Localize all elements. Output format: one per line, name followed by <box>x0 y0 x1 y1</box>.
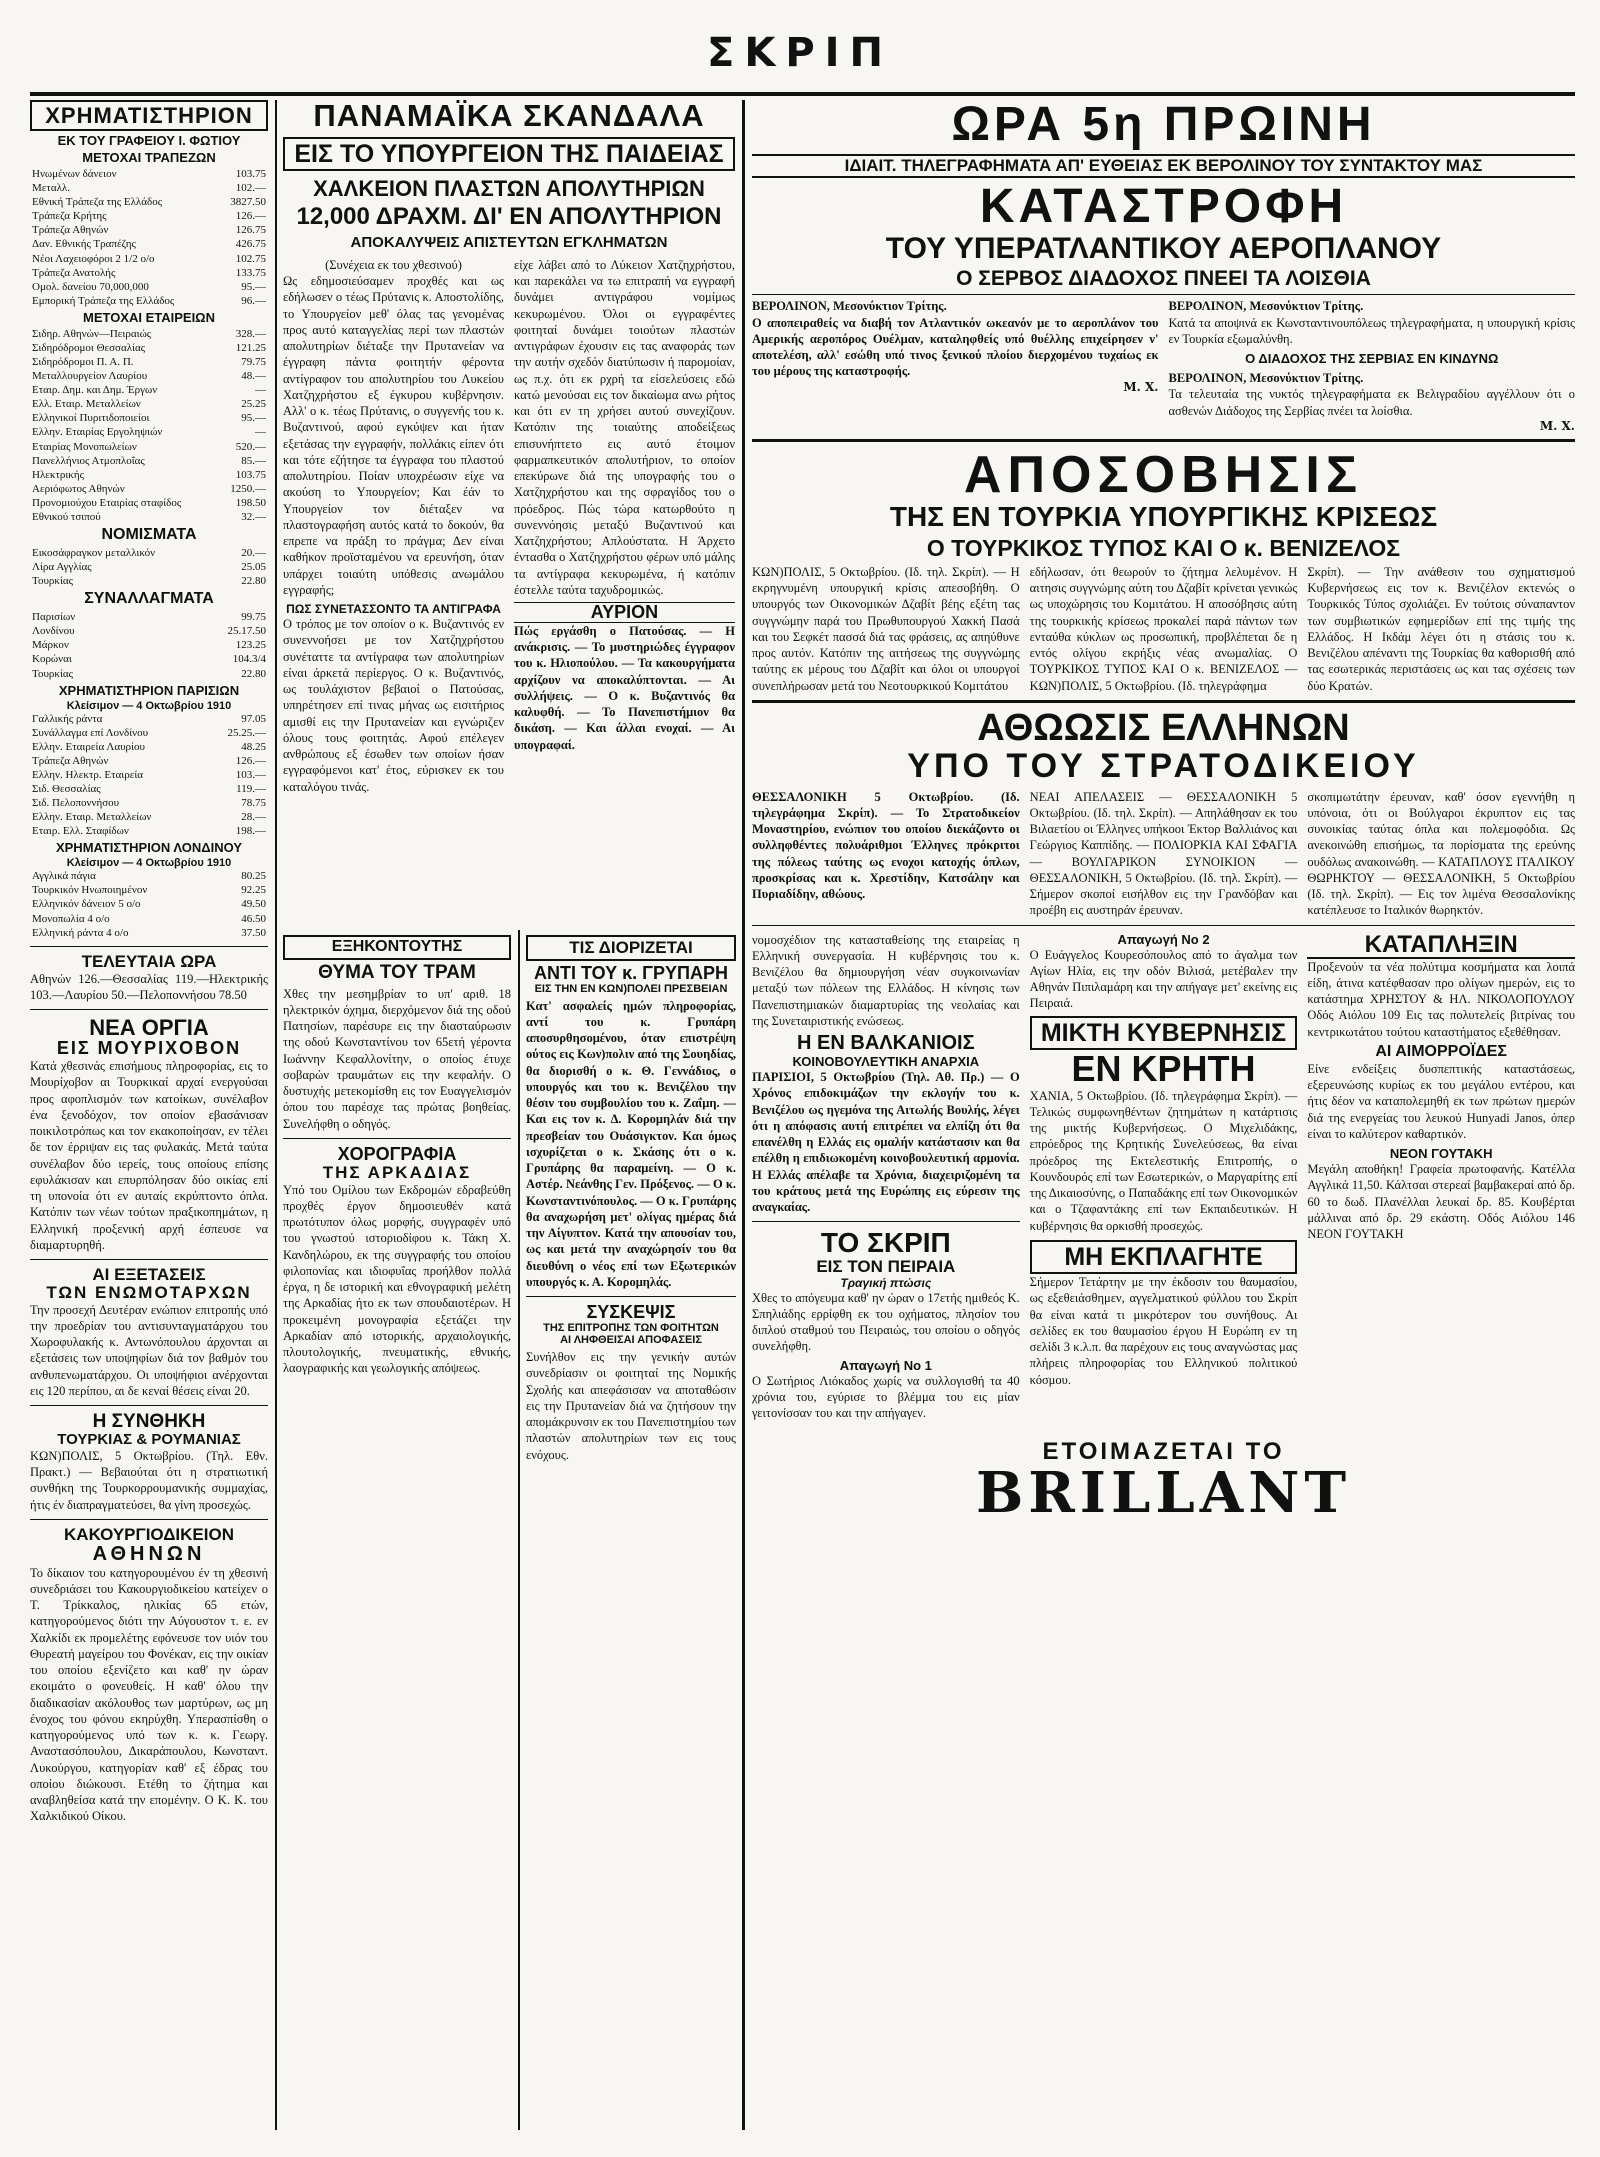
hour-heading: ΩΡΑ 5η ΠΡΩΙΝΗ <box>951 100 1376 151</box>
row-value: 104.3/4 <box>232 653 266 666</box>
row-name: Σιδηρ. Αθηνών—Πειραιώς <box>32 327 152 340</box>
row-name: Σιδηρόδρομοι Π. Α. Π. <box>32 356 134 369</box>
row-value: 3827.50 <box>230 196 266 209</box>
table-row <box>30 252 268 266</box>
table-row <box>30 425 268 439</box>
row-name: Εταιρ. Δημ. και Δημ. Έργων <box>32 384 158 397</box>
table-row <box>30 369 268 383</box>
column-scandal <box>283 100 735 930</box>
crete-subheading: ΕΝ ΚΡΗΤΗ <box>1071 1047 1256 1089</box>
row-name: Παρισίων <box>32 611 76 624</box>
scandal-text-right: είχε λάβει από το Λύκειον Χατζηχρήστου, και παρεκάλει να τω επιτραπή να εγγραφή δυνάμει αντιγράφου νομίμως κεκυρωμένου. Όλοι οι εγγραφέντες φοιτηταί δυνάμει τοιούτων πλαστών αντιγράφων έχουσιν εις τας αναφοράς των την αυτήν σχεδόν διατύπωσιν ή παρομοίαν, ως π.χ. ότι εκ ρχρή τα είσελεύσεις εδώ κατώ μενούσαι εις τον δικαίωμα ανω ρήτος και ότι εν τη χρήσει αυτού συνεχίζουν. Κατόπιν της τοιαύτης αποδείξεως επισυνήπτετο εις αυτό έτοιμον φαρμαπκευτικόν απολυτήριον, το οποίον επεκύρωνε διά της υπογραφής του ο Χατζηχρήστου και της σφραγίδος του ο πρόεδρος. Πώς τώρα κατωρθούτο η συνεννόησις μεταξύ Βυζαντινού και Χατζηχρήστου; Απλούστατα. Η Άρχετο έντασθα ο Χατζηχρήστου φέρων υπό μάλης τα αντίγραφα κεκυρωμένα, ή κατόπιν έστελλε ταύτα ταχυδρομικώς. <box>514 257 735 597</box>
amaze-text: Προξενούν τα νέα πολύτιμα κοσμήματα και λοιπά είδη, άτινα κατέφθασαν προ ολίγων ημερών, εις το κατάστημα ΧΡΗΣΤΟΥ & ΗΛ. ΝΙΚΟΛΟΠΟΥΛΟΥ Οδός Αιόλου 109 Εις τας πολυτελείς βιτρίνας του κεντρικωτάτου τούτου καταστήματος εξεθέθησαν. <box>1307 959 1575 1039</box>
meeting-heading: ΣΥΣΚΕΨΙΣ <box>586 1302 676 1323</box>
masthead: ΣΚΡΙΠ <box>707 30 893 76</box>
table-row <box>30 195 268 209</box>
court-text: Το δίκαιον του κατηγορουμένου έν τη χθεσινή συνεδριάσει του Κακουργιοδικείου κατείχεν ο Τ. Τρίκκαλος, ηλικίας 65 ετών, κατηγορούμενος διότι την Αύγουστον τ. ε. εν Χαλκίδι εκ προμελέτης εφόνευσε τον υιόν του Θυρεατή μαγείρου του Φονέκαν, εις την οικίαν του οποίου εξενίζετο και καθ' ην ώραν εκοιμάτο ο φονευθείς. Η καθ' όλου την διαδικασίαν ακόλουθος των μαρτύρων, ως μη ένοχος του φόνου εκηρύχθη. Υπερασπίσθη ο κατηγορούμενος υπό των κ. κ. Γεωργ. Αναστασόπουλου, Δικαράπουλου, Κωνσταντ. Λυκούργου, κατηγορίαν καθ' εξ έδρας του οποίου διώκουσι. Ετέθη το ζήτημα και αναβληθείσα κατά την επομένην. Ο Κ. Κ. του Χαλκιδικού Οίκου. <box>30 1565 268 1824</box>
catastrophe-subheading: ΤΟΥ ΥΠΕΡΑΤΛΑΝΤΙΚΟΥ ΑΕΡΟΠΛΑΝΟΥ <box>885 231 1442 265</box>
embassy-text: Κατ' ασφαλείς ημών πληροφορίας, αντί του κ. Γρυπάρη αποσυρθησομένου, όταν επιστρέψη ούτος εις Κων)πολιν από της Σουηδίας, θα διορισθή ο κ. Θ. Γεννάδιος, ο υπουργός και του κ. Βενιζέλου την θέσιν του συμβουλίου του κ. Ζαΐμη. — Και εις τον κ. Δ. Κορομηλάν διά την πρεσβείαν του Ουάσιγκτον. Και όμως ισχυρίζεται ο κ. Σκάσης ότι ο κ. Γρυπάρης θα παραμείνη. — Ο κ. Αστέρ. Νεάνθης Γεν. Πρόξενος. — Ο κ. Κωνσταντινόπουλος. — Ο κ. Γρυπάρης θα αναχωρήση μετ' ολίγας ημέρας διά την Αίγυπτον. Κατά την απουσίαν του, ως και μετά την αναχώρησίν του θα διευθύνη ο νέος επί των Εξωτερικών υπουργός κ. Α. Κορομηλάς. <box>526 998 736 1289</box>
table-row <box>30 546 268 560</box>
row-name: Λονδίνου <box>32 625 75 638</box>
continued-note: (Συνέχεια εκ του χθεσινού) <box>325 257 462 272</box>
london-table <box>30 869 268 939</box>
row-value: 121.25 <box>235 341 266 354</box>
row-value: 426.75 <box>235 238 266 251</box>
coins-table <box>30 546 268 588</box>
row-name: Ελληνική ράντα 4 ο/ο <box>32 926 129 939</box>
scandal-text-left: Ως εδημοσιεύσαμεν προχθές και ως εδήλωσεν ο τέως Πρύτανις κ. Αποστολίδης, το Υπουργείον μεθ' όλας τας γενομένας προς αυτό καταγγελίας περί των πλαστών απολυτηρίων διέταξε την Πρυτανείαν να έγγραφη πάντα φοιτητήν φέροντα αντίγραφον του απολυτηρίου του Λυκείου Χατζηχρήστου εξ έγκυρου κυβέρνησιν. Αλλ' ο κ. τέως Πρύτανις, ο συγγενής του κ. Βυζαντινού, αφού εγκύψεν και ήταν εξετάσας την εγγραφήν, πολλάκις είπεν ότι και τότε εζήτησε τα έγγραφα του πλαστού απολυτηρίου. Ποίαν υποχρέωσιν είχε να ακούση το Υπουργείον; Και έάν το Υπουργείον τον διέταξεν να πλαστογραφήση αυτός κατά το δοκούν, θα επρεπε να πράξη το πράγμα; Δεν είναι καθήκον προϊσταμένου να ερευνήση, όταν υπάρχει τοιαύτη υπόθεσις ανωμάλου εγγραφής; <box>283 274 504 597</box>
row-value: 520.— <box>235 440 266 453</box>
shop-text: Μεγάλη αποθήκη! Γραφεία πρωτοφανής. Κατέλλα Αγγλικά 11,50. Κάλτσαι στερεαί βαμβακεραί από δρ. 60 το δωδ. Πλανέλλαι λευκαί δρ. 85. Κουβέρται μάλλιναι από δρ. 29 εκάστη. Οδός Αιόλου 146 ΝΕΟΝ ΓΟΥΤΑΚΗ <box>1307 1162 1575 1242</box>
row-name: Τουρκικόν Ηνωποιημένον <box>32 884 148 897</box>
serbia-heading: Ο ΔΙΑΔΟΧΟΣ ΤΗΣ ΣΕΡΒΙΑΣ ΕΝ ΚΙΝΔΥΝΩ <box>1245 351 1499 367</box>
haemo-text: Είνε ενδείξεις δυσπεπτικής καταστάσεως, εξερευνώσης κυρίως εκ του μεγάλου εντέρου, και ήτις δέον να καταπολεμηθή εκ των πρώτων ημερών διά της ενεργείας του λευκού Hunyadi Janos, όπερ είναι το καλύτερον καθαρτικόν. <box>1307 1061 1575 1141</box>
treaty-text: ΚΩΝ)ΠΟΛΙΣ, 5 Οκτωβρίου. (Τηλ. Εθν. Πρακτ.) — Βεβαιούται ότι η στρατιωτική συνθήκη της Τουρκορρουμανικής συμμαχίας, ήτις έν διαπραγματεύσει, θα γίνη προσεχώς. <box>30 1448 268 1512</box>
paris-table <box>30 712 268 839</box>
telegram-line: ΙΔΙΑΙΤ. ΤΗΛΕΓΡΑΦΗΜΑΤΑ ΑΠ' ΕΥΘΕΙΑΣ ΕΚ ΒΕΡΟΛΙΝΟΥ ΤΟΥ ΣΥΝΤΑΚΤΟΥ ΜΑΣ <box>752 154 1575 178</box>
row-name: Τράπεζα Ανατολής <box>32 266 116 279</box>
crete-text: ΧΑΝΙΑ, 5 Οκτωβρίου. (Ιδ. τηλεγράφημα Σκρίπ). — Τελικώς συμφωνηθέντων ζητημάτων η κατάρτισις της μικτής Κυβερνήσεως. Ο Μιχελιδάκης, επρόεδρος της Κρητικής Συνελεύσεως, θα είναι πρόεδρος της Εκτελεστικής Επιτροπής, ο Κουνδουρός επί των Εσωτερικών, ο Μαργαρίτης επί της Δικαιοσύνης, ο Παπαδάκης επί των Οικονομικών και ο Τζαφαντάκης επί των Εκπαιδευτικών. Η κυβέρνησις θα ορκισθή προσεχώς. <box>1029 1088 1298 1233</box>
court-heading: ΚΑΚΟΥΡΓΙΟΔΙΚΕΙΟΝ <box>64 1524 234 1544</box>
table-row <box>30 768 268 782</box>
dance-heading: ΧΟΡΟΓΡΑΦΙΑ <box>337 1143 457 1164</box>
acquittal-text-2: ΝΕΑΙ ΑΠΕΛΑΣΕΙΣ — ΘΕΣΣΑΛΟΝΙΚΗ 5 Οκτωβρίου. (Ιδ. τηλ. Σκρίπ). — Απηλάθησαν εκ του Βιλαετίου οι Έλληνες υπήκοοι Έκτορ Βαλλιάνος και Γεώργιος Καππίδης. — ΠΟΛΙΟΡΚΙΑ ΚΑΙ ΣΦΑΓΙΑ — ΒΟΥΛΓΑΡΙΚΟΝ ΣΥΝΟΙΚΙΟΝ — ΘΕΣΣΑΛΟΝΙΚΗ, 5 Οκτωβρίου. (Ιδ. τηλ. Σκρίπ). — Σήμερον σκοποί εισήλθον εις την Γρανδόβαν και προέβη εις αυστηράν έρευναν. <box>1029 789 1298 918</box>
row-value: 48.25 <box>241 740 266 753</box>
catastrophe-heading: ΚΑΤΑΣΤΡΟΦΗ <box>979 180 1348 234</box>
balkan-text: ΠΑΡΙΣΙΟΙ, 5 Οκτωβρίου (Τηλ. Αθ. Πρ.) — Ο Χρόνος επιδοκιμάζων την εκλογήν του κ. Βενιζέλου ως ηγεμόνα της Αιτωλής Βουλής, λέγει ότι η απόφασις αυτή επιτρέπει να ελπίζη ότι θα επανέλθη η Ελλάς εις ομαλήν κατάστασιν και θα επέλθη η επιδιωκομένη κοινοβουλευτική αρμονία. Η Ελλάς απέλαβε τα Χρόνια, διαχειριζομένη τα του κράτους μετά της Ευρώπης εις εύρεσιν της αναγκαίας. <box>752 1070 1020 1215</box>
abduction-1-text: Ο Σωτήριος Λιόκαδος χωρίς να συλλογισθή τα 40 χρόνια του, εγύρισε το βλέμμα του εις μίαν γειτονίσσαν του και την απήγαγεν. <box>752 1373 1020 1421</box>
scandal-title-5: ΑΠΟΚΑΛΥΨΕΙΣ ΑΠΙΣΤΕΥΤΩΝ ΕΓΚΛΗΜΑΤΩΝ <box>350 234 668 252</box>
court-subheading: ΑΘΗΝΩΝ <box>92 1542 206 1565</box>
dance-subheading: ΤΗΣ ΑΡΚΑΔΙΑΣ <box>322 1162 472 1182</box>
table-row <box>30 454 268 468</box>
table-row <box>30 796 268 810</box>
table-row <box>30 341 268 355</box>
column-tram <box>283 935 511 2130</box>
acquittal-text-1: ΘΕΣΣΑΛΟΝΙΚΗ 5 Οκτωβρίου. (Ιδ. τηλεγράφημα Σκρίπ). — Το Στρατοδικείον Μοναστηρίου, ενώπιον του οποίου διεκάζοντο οι συλληφθέντες πολυάριθμοι Έλληνες πρόκριτοι της πόλεως ταύτης ως ενοχοι κατοχής όπλων, προσκρίσας και κ. Χρεστίδην, Κατσάλην και Πυριαδίδην, αθώους. <box>752 789 1020 902</box>
paris-heading: ΧΡΗΜΑΤΙΣΤΗΡΙΟΝ ΠΑΡΙΣΙΩΝ <box>58 682 240 698</box>
orgy-heading: ΝΕΑ ΟΡΓΙΑ <box>89 1015 209 1041</box>
market-subtitle: ΕΚ ΤΟΥ ΓΡΑΦΕΙΟΥ Ι. ΦΩΤΙΟΥ <box>57 133 241 149</box>
row-value: 1250.— <box>230 482 266 495</box>
row-value: 198.— <box>235 825 266 838</box>
row-name: Ηλεκτρικής <box>32 468 84 481</box>
brillant-pre: ΕΤΟΙΜΑΖΕΤΑΙ ΤΟ <box>1042 1438 1285 1466</box>
piraeus-subheading: ΕΙΣ ΤΟΝ ΠΕΙΡΑΙΑ <box>816 1256 956 1276</box>
orgy-text: Κατά χθεσινάς επισήμους πληροφορίας, εις το Μουρίχοβον αι Τουρκικαί αρχαί ενεργούσαι προς αφοπλισμόν των κατοίκων, συνέλαβον ένα ξενοδόχον, τον οποίον εβασάνισαν ποικιλοτρόπως και τον εκακοποίησαν, εν τέλει δε τον έρριψαν εις τας φυλακάς. Μετά ταύτα συνέλαβον δύο ιερείς, τους οποίους επίσης εφυλάκισαν και επυρπόλησαν δύο οικίας επί τη υπονοία ότι εν αυταίς εκρύπτοντο όπλα. Κατόπιν των νέων τούτων πραξικοπημάτων, η Ελληνική προξενική αρχή έσπευσε να διαμαρτυρηθή. <box>30 1059 268 1252</box>
column-rule <box>742 100 745 2130</box>
row-value: 22.80 <box>241 667 266 680</box>
row-value: 123.25 <box>235 639 266 652</box>
embassy-subheading-2: ΕΙΣ ΤΗΝ ΕΝ ΚΩΝ)ΠΟΛΕΙ ΠΡΕΣΒΕΙΑΝ <box>534 982 728 995</box>
row-name: Σιδ. Πελοποννήσου <box>32 797 120 810</box>
row-value: 103.75 <box>235 168 266 181</box>
acquittal-subheading: ΥΠΟ ΤΟΥ ΣΤΡΑΤΟΔΙΚΕΙΟΥ <box>907 746 1420 785</box>
masthead-rule <box>30 92 1575 96</box>
berlin-dateline-3: ΒΕΡΟΛΙΝΟΝ, Μεσονύκτιον Τρίτης. <box>1168 371 1364 386</box>
column-markets <box>30 100 268 2130</box>
row-value: 99.75 <box>241 611 266 624</box>
piraeus-subheading-2: Τραγική πτώσις <box>840 1275 932 1290</box>
row-name: Ελλην. Εταιρίας Εργοληψιών <box>32 426 163 439</box>
fx-heading: ΣΥΝΑΛΛΑΓΜΑΤΑ <box>84 590 214 608</box>
row-value: 103.— <box>235 768 266 781</box>
abduction-1-heading: Απαγωγή Νο 1 <box>839 1357 932 1373</box>
table-row <box>30 926 268 940</box>
shop-heading: ΝΕΟΝ ΓΟΥΤΑΚΗ <box>1389 1146 1493 1162</box>
table-row <box>30 912 268 926</box>
row-value: 328.— <box>235 327 266 340</box>
row-name: Εταιρ. Ελλ. Σταφίδων <box>32 825 129 838</box>
london-heading: ΧΡΗΜΑΤΙΣΤΗΡΙΟΝ ΛΟΝΔΙΝΟΥ <box>55 840 243 856</box>
row-name: Εταιρίας Μονοπωλείων <box>32 440 137 453</box>
last-hour-heading: ΤΕΛΕΥΤΑΙΑ ΩΡΑ <box>81 951 217 971</box>
berlin-text-1: Ο αποπειραθείς να διαβή τον Ατλαντικόν ωκεανόν με το αεροπλάνον του Αμερικής αεροπόρος Ουέλμαν, καταληφθείς υπό θυέλλης επιχείρησεν ν' αποτελέση, αλλ' εσώθη υπό τινος ξενικού πλοίου διερχομένου τυχαίως εκ του μέρους της καταστροφής. <box>752 315 1159 379</box>
table-row <box>30 266 268 280</box>
row-name: Προνομιούχου Εταιρίας σταφίδος <box>32 496 182 509</box>
row-value: 25.25.— <box>227 726 266 739</box>
meeting-text: Συνήλθον εις την γενικήν αυτών συνεδρίασιν οι φοιτηταί της Νομικής Σχολής και απεφάσισαν να αποταθώσιν εις την Πρυτανείαν διά να ζητήσουν την απομάκρυνσιν εκ του Πανεπιστημίου των πλαστών απολυτηρίων των εις τους ενόχους. <box>526 1350 736 1462</box>
row-value: 25.25 <box>241 398 266 411</box>
row-value: 32.— <box>241 510 266 523</box>
row-value: 25.17.50 <box>227 625 266 638</box>
copies-text: Ο τρόπος με τον οποίον ο κ. Βυζαντινός εν συνεννοήσει με τον Χατζηχρήστου συνέταττε τα αντίγραφα των απολυτηρίων είναι άρκετά περίεργος. Ο κ. Βυζαντινός, ως τουλάχιστον βεβαιοί ο Πατούσας, υπηρέτησεν επί τινας μήνας ως εισιτήριος αμισθί εις την Πρυτανείαν και εγνώριζεν όλους τους φοιτητάς. Αφού επέλεγεν ανθρώπους εξ έσωθεν των οποίων ήσαν εγγραφόμενοι κατ' έτος, εύρισκεν εκ του καταλόγου τινάς. <box>283 617 504 794</box>
balkan-subheading: ΚΟΙΝΟΒΟΥΛΕΥΤΙΚΗ ΑΝΑΡΧΙΑ <box>792 1054 980 1070</box>
averted-text-3: Σκρίπ). — Την ανάθεσιν του σχηματισμού Κυβερνήσεως εις τον κ. Βενιζέλον εκτενώς ο Τουρκικός Τύπος σχολιάζει. Εν τούτοις σύναπαντον των συμβιωτικών εφημερίδων επί της τιμής της Ελλάδος. Η Ικδάμ λέγει ότι η στάσις του κ. Βενιζέλου απέναντι της Τουρκίας θα καθορισθή από τας εσωτερικάς περιστάσεις ως και τας σχέσεις των δύο Κρατών. <box>1307 564 1575 693</box>
row-name: Μονοπωλία 4 ο/ο <box>32 912 110 925</box>
scandal-title: ΠΑΝΑΜΑΪΚΑ ΣΚΑΝΔΑΛΑ <box>313 100 705 133</box>
row-value: 126.— <box>235 754 266 767</box>
row-name: Συνάλλαγμα επί Λονδίνου <box>32 726 149 739</box>
abduction-2-text: Ο Ευάγγελος Κουρεσόπουλος από το άγαλμα των Αγίων Ηλία, εις την οδόν Βιλισά, μετέβαλεν την Αθηνάν Πιπιλαμάρη και την απήγαγε μετ' εκείνης εις Πειραιά. <box>1029 947 1298 1011</box>
table-row <box>30 869 268 883</box>
row-value: 95.— <box>241 280 266 293</box>
row-name: Μάρκον <box>32 639 69 652</box>
fx-table <box>30 610 268 680</box>
row-name: Δαν. Εθνικής Τραπέζης <box>32 238 136 251</box>
row-value: 49.50 <box>241 898 266 911</box>
berlin-text-2: Κατά τα αποψινά εκ Κωνσταντινουπόλεως τηλεγραφήματα, η υπουργική κρίσις εν Τουρκία εξωμαλύνθη. <box>1168 315 1575 346</box>
meeting-subheading-2: ΑΙ ΛΗΦΘΕΙΣΑΙ ΑΠΟΦΑΣΕΙΣ <box>560 1334 702 1347</box>
piraeus-heading: ΤΟ ΣΚΡΙΠ <box>820 1227 951 1259</box>
averted-subheading: ΤΗΣ ΕΝ ΤΟΥΡΚΙΑ ΥΠΟΥΡΓΙΚΗΣ ΚΡΙΣΕΩΣ <box>889 501 1438 533</box>
row-name: Λίρα Αγγλίας <box>32 561 92 574</box>
row-name: Ελλ. Εταιρ. Μεταλλείων <box>32 398 141 411</box>
tram-text: Χθες την μεσημβρίαν το υπ' αριθ. 18 ηλεκτρικόν όχημα, διερχόμενον διά της οδού Πατησίων, παρέσυρε εις την διασταύρωσιν της οδού Κωνσταντίνου τον 65ετή γέροντα Ιωάννην Κεφαλλονίτην, ο οποίος έτυχε σοβαρών τραυμάτων εις την κεφαλήν. Ο δυστυχής μετεκομίσθη εις τον Ευαγγελισμόν όπου του παρέσχε τας πρώτας βοηθείας. Συνελήφθη ο οδηγός. <box>283 986 511 1131</box>
table-row <box>30 496 268 510</box>
row-name: Τουρκίας <box>32 667 74 680</box>
table-row <box>30 440 268 454</box>
scandal-title-2: ΕΙΣ ΤΟ ΥΠΟΥΡΓΕΙΟΝ ΤΗΣ ΠΑΙΔΕΙΑΣ <box>283 137 735 171</box>
tram-subheading: ΘΥΜΑ ΤΟΥ ΤΡΑΜ <box>318 961 476 983</box>
balkan-heading: Η ΕΝ ΒΑΛΚΑΝΙΟΙΣ <box>797 1032 975 1055</box>
row-value: 126.75 <box>235 224 266 237</box>
table-row <box>30 624 268 638</box>
berlin-dateline-1: ΒΕΡΟΛΙΝΟΝ, Μεσονύκτιον Τρίτης. <box>752 299 947 314</box>
banks-heading: ΜΕΤΟΧΑΙ ΤΡΑΠΕΖΩΝ <box>82 150 216 166</box>
tomorrow-heading: ΑΥΡΙΟΝ <box>514 602 735 623</box>
row-value: 28.— <box>241 811 266 824</box>
row-value: 103.75 <box>235 468 266 481</box>
signature: Μ. Χ. <box>1123 379 1159 394</box>
paris-date: Κλείσιμον — 4 Οκτωβρίου 1910 <box>66 699 232 712</box>
row-name: Εθνική Τράπεζα της Ελλάδος <box>32 196 163 209</box>
row-value: 37.50 <box>241 926 266 939</box>
exams-text: Την προσεχή Δευτέραν ενώπιον επιτροπής υπό την προεδρίαν του αντισυνταγματάρχου του Χωροφυλακής κ. Αντωνόπουλου άρχονται αι εξετάσεις των υποψηφίων διά τον βαθμόν του ανθυπενωματάρχου. Οι υποψήφιοι ανέρχονται εις 120 περίπου, αι δε κεναί θέσεις είναι 20. <box>30 1302 268 1398</box>
acquittal-heading: ΑΘΩΩΣΙΣ ΕΛΛΗΝΩΝ <box>977 706 1350 749</box>
london-date: Κλείσιμον — 4 Οκτωβρίου 1910 <box>66 857 232 870</box>
row-value: 97.05 <box>241 712 266 725</box>
averted-text-1: ΚΩΝ)ΠΟΛΙΣ, 5 Οκτωβρίου. (Ιδ. τηλ. Σκρίπ). — Η εκρηγνυμένη υπουργική κρίσις απεσοβήθη. Ο υπουργός των Οικονομικών Δζαβίτ βέης εξέτη τας συγγνώμην παρά του Πρωθυπουργού Χακκή Πασά και του Σεφκέτ πασσά διά τας φράσεις, ας απηύθυνε προς αυτόν. Κατόπιν της αιτήσεως της συγγνώμης ταύτης εκ μέρους του Δζαβίτ και όλοι οι υπουργοί συνεπλήρωσαν μετά του Νεοτουρκικού Κομιτάτου <box>752 564 1020 693</box>
brillant-heading: BRILLANT <box>975 1460 1352 1527</box>
column-embassy <box>526 935 736 2130</box>
row-name: Σιδ. Θεσσαλίας <box>32 782 101 795</box>
table-row <box>30 652 268 666</box>
surprise-heading: ΜΗ ΕΚΠΛΑΓΗΤΕ <box>1030 1240 1298 1274</box>
tram-heading: ΕΞΗΚΟΝΤΟΥΤΗΣ <box>283 935 511 960</box>
amaze-heading: ΚΑΤΑΠΛΗΞΙΝ <box>1307 932 1575 959</box>
row-name: Ελλην. Εταιρ. Μεταλλείων <box>32 811 152 824</box>
table-row <box>30 237 268 251</box>
row-name: Τράπεζα Κρήτης <box>32 210 107 223</box>
orgy-subheading: ΕΙΣ ΜΟΥΡΙΧΟΒΟΝ <box>56 1038 242 1059</box>
row-value: — <box>255 426 266 439</box>
row-name: Εθνικού τσιπού <box>32 510 101 523</box>
row-name: Εμπορική Τράπεζα της Ελλάδος <box>32 294 175 307</box>
scandal-title-3: ΧΑΛΚΕΙΟΝ ΠΛΑΣΤΩΝ ΑΠΟΛΥΤΗΡΙΩΝ <box>313 175 705 201</box>
row-value: 133.75 <box>235 266 266 279</box>
table-row <box>30 824 268 838</box>
table-row <box>30 383 268 397</box>
table-row <box>30 638 268 652</box>
row-value: 102.75 <box>235 252 266 265</box>
row-value: — <box>255 384 266 397</box>
row-name: Πανελλήνιος Ατμοπλοΐας <box>32 454 145 467</box>
column-rule <box>518 930 520 2130</box>
row-name: Τράπεζα Αθηνών <box>32 754 109 767</box>
row-value: 80.25 <box>241 870 266 883</box>
signature-2: Μ. Χ. <box>1539 418 1575 433</box>
treaty-subheading: ΤΟΥΡΚΙΑΣ & ΡΟΥΜΑΝΙΑΣ <box>57 1431 241 1449</box>
row-name: Ελληνικοί Πυριτιδοποιείοι <box>32 412 150 425</box>
table-row <box>30 355 268 369</box>
table-row <box>30 883 268 897</box>
table-row <box>30 510 268 524</box>
row-name: Τράπεζα Αθηνών <box>32 224 109 237</box>
row-value: 85.— <box>241 454 266 467</box>
table-row <box>30 754 268 768</box>
row-value: 126.— <box>235 210 266 223</box>
table-row <box>30 294 268 308</box>
haemo-heading: ΑΙ ΑΙΜΟΡΡΟΪΔΕΣ <box>1375 1042 1507 1060</box>
row-value: 95.— <box>241 412 266 425</box>
row-name: Αγγλικά πάγια <box>32 870 96 883</box>
table-row <box>30 468 268 482</box>
table-row <box>30 411 268 425</box>
table-row <box>30 223 268 237</box>
tomorrow-text: Πώς εργάσθη ο Πατούσας. — Η ανάκρισις. — Το μυστηριώδες έγγραφον του κ. Ηλιοπούλου. — Τα κακουργήματα αρχίζουν να αποκαλύπτονται. — Αι συλλήψεις. — Ο κ. Βυζαντινός θα καλυφθή. — Το Πανεπιστήμιον θα δικάση. — Και άλλαι ενοχαί. — Αι υπογραφαί. <box>514 623 735 752</box>
averted-text-2: εδήλωσαν, ότι θεωρούν το ζήτημα λελυμένον. Η αιτησις συγγνώμης αύτη του Δζαβίτ κρίνεται γενικώς ως υποχώρησις του Κομιτάτου. Η αποσόβησις αύτη της τουρκικής κρίσεως προκαλεί παρά πάντων των ενταύθα κύκλων ως προσωπική, προβλέπεται δε η εντός ολίγου εκρήξις νέας ανωμαλίας. Ο ΤΟΥΡΚΙΚΟΣ ΤΥΠΟΣ ΚΑΙ Ο κ. ΒΕΝΙΖΕΛΟΣ — ΚΩΝ)ΠΟΛΙΣ, 5 Οκτωβρίου. (Ιδ. τηλεγράφημα <box>1029 564 1298 693</box>
table-row <box>30 209 268 223</box>
row-value: 96.— <box>241 294 266 307</box>
companies-table <box>30 327 268 524</box>
table-row <box>30 327 268 341</box>
row-value: 92.25 <box>241 884 266 897</box>
row-name: Σιδηρόδρομοι Θεσσαλίας <box>32 341 146 354</box>
row-value: 20.— <box>241 546 266 559</box>
acquittal-text-3: σκοπιμωτάτην έρευναν, καθ' όσον εγεννήθη η υπόνοια, ότι οι Βούλγαροι έκρυπτον εις τας συνοικίας ταύτας όπλα και πολεμοφόδια. Ως ανεκοινώθη επισήμως, τα πορίσματα της ερεύνης ουδόλως ανακοινώθη. — ΚΑΤΑΠΛΟΥΣ ΙΤΑΛΙΚΟΥ ΘΩΡΗΚΤΟΥ — ΘΕΣΣΑΛΟΝΙΚΗ, 5 Οκτωβρίου (Ιδ. τηλ. Σκρίπ). — Εις τον λιμένα Θεσσαλονίκης κατέπλευσε το Ιταλικόν θωρηκτόν. <box>1307 789 1575 918</box>
row-name: Ελληνικόν δάνειον 5 ο/ο <box>32 898 141 911</box>
row-name: Αεριόφωτος Αθηνών <box>32 482 125 495</box>
row-name: Ηνωμένων δάνειον <box>32 168 117 181</box>
row-name: Εικοσάφραγκον μεταλλικόν <box>32 546 156 559</box>
piraeus-text: Χθες το απόγευμα καθ' ην ώραν ο 17ετής ημιθεός Κ. Σπηλιάδης ερρίφθη εκ του οχήματος, πλησίον του διπλού σταθμού του Πειραιώς, του οποίου ο οδηγός συνελήφθη. <box>752 1290 1020 1354</box>
row-name: Τουρκίας <box>32 575 74 588</box>
exams-subheading: ΤΩΝ ΕΝΩΜΟΤΑΡΧΩΝ <box>46 1282 252 1302</box>
row-value: 79.75 <box>241 356 266 369</box>
row-value: 102.— <box>235 182 266 195</box>
abduction-2-heading: Απαγωγή Νο 2 <box>1117 931 1210 947</box>
exams-heading: ΑΙ ΕΞΕΤΑΣΕΙΣ <box>92 1265 206 1285</box>
students-text: νομοσχέδιον της κατασταθείσης της εταιρείας η Ελληνική συνεργασία. Η κυβέρνησις του κ. Βενιζέλου θα δημιουργήση νέαν συγκοινωνίαν μεταξύ των πόλεων της Ελλάδος. Η κίνησις των Πανεπιστημιακών διαμαρτυρίας της νεολαίας και της Συνεταιριστικής ενώσεως. <box>752 932 1020 1028</box>
column-main <box>752 100 1575 2130</box>
meeting-subheading: ΤΗΣ ΕΠΙΤΡΟΠΗΣ ΤΩΝ ΦΟΙΤΗΤΩΝ <box>543 1322 719 1335</box>
table-row <box>30 740 268 754</box>
row-name: Γαλλικής ράντα <box>32 712 103 725</box>
table-row <box>30 167 268 181</box>
row-name: Ομολ. δανείου 70,000,000 <box>32 280 149 293</box>
table-row <box>30 397 268 411</box>
row-name: Ελλην. Ηλεκτρ. Εταιρεία <box>32 768 144 781</box>
table-row <box>30 574 268 588</box>
table-row <box>30 181 268 195</box>
embassy-subheading: ΑΝΤΙ ΤΟΥ κ. ΓΡΥΠΑΡΗ <box>533 962 729 983</box>
table-row <box>30 280 268 294</box>
row-value: 22.80 <box>241 575 266 588</box>
column-rule <box>275 100 277 2130</box>
row-value: 48.— <box>241 370 266 383</box>
table-row <box>30 610 268 624</box>
copies-heading: ΠΩΣ ΣΥΝΕΤΑΣΣΟΝΤΟ ΤΑ ΑΝΤΙΓΡΑΦΑ <box>286 602 501 617</box>
row-name: Νέοι Λαχειοφόροι 2 1/2 ο/ο <box>32 252 155 265</box>
row-value: 78.75 <box>241 797 266 810</box>
averted-subheading-2: Ο ΤΟΥΡΚΙΚΟΣ ΤΥΠΟΣ ΚΑΙ Ο κ. ΒΕΝΙΖΕΛΟΣ <box>926 534 1401 561</box>
table-row <box>30 667 268 681</box>
last-hour-text: Αθηνών 126.—Θεσσαλίας 119.—Ηλεκτρικής 103.—Λαυρίου 50.—Πελοποννήσου 78.50 <box>30 971 268 1002</box>
row-value: 46.50 <box>241 912 266 925</box>
table-row <box>30 712 268 726</box>
banks-table <box>30 167 268 308</box>
table-row <box>30 726 268 740</box>
scandal-title-4: 12,000 ΔΡΑΧΜ. ΔΙ' ΕΝ ΑΠΟΛΥΤΗΡΙΟΝ <box>296 202 722 230</box>
row-value: 25.05 <box>241 561 266 574</box>
market-title: ΧΡΗΜΑΤΙΣΤΗΡΙΟΝ <box>30 100 268 131</box>
row-name: Μεταλλ. <box>32 182 71 195</box>
table-row <box>30 560 268 574</box>
treaty-heading: Η ΣΥΝΘΗΚΗ <box>92 1411 206 1433</box>
dance-text: Υπό του Ομίλου των Εκδρομών εδραβεύθη προχθές έργον δημοσιευθέν κατά πρωτότυπον όλως μορφής, συγγραφέν υπό του γνωστού ιστοριοδίφου κ. Τάκη Χ. Κανδηλώρου, εκ της συγγραφής του οποίου φιλοπονίας και ιδιοφυΐας προήλθον πολλά έργα, η δε ιστορική και εθνογραφική μελέτη της Αρκαδίας ήτο εκ των σπουδαιοτέρων. Η προκειμένη μονογραφία εξετάζει την Αρκαδίαν από ιστορικής, αρχαιολογικής, πλουτολογικής, πνευματικής, εθνικής, λαογραφικής και γεωλογικής απόψεως. <box>283 1182 511 1376</box>
catastrophe-subheading-2: Ο ΣΕΡΒΟΣ ΔΙΑΔΟΧΟΣ ΠΝΕΕΙ ΤΑ ΛΟΙΣΘΙΑ <box>956 267 1371 291</box>
table-row <box>30 482 268 496</box>
averted-heading: ΑΠΟΣΟΒΗΣΙΣ <box>963 445 1364 504</box>
row-name: Μεταλλουργείον Λαυρίου <box>32 370 148 383</box>
row-value: 119.— <box>236 782 266 795</box>
berlin-text-3: Τα τελευταία της νυκτός τηλεγραφήματα εκ Βελιγραδίου αγγέλλουν ότι ο ασθενών Διάδοχος της Σερβίας πνέει τα λοίσθια. <box>1168 387 1575 418</box>
companies-heading: ΜΕΤΟΧΑΙ ΕΤΑΙΡΕΙΩΝ <box>82 309 215 325</box>
embassy-heading: ΤΙΣ ΔΙΟΡΙΖΕΤΑΙ <box>526 935 736 961</box>
surprise-text: Σήμερον Τετάρτην με την έκδοσιν του θαυμασίου, ως εξεθειάσθημεν, αγγελματικού φύλλου του Σκρίπ θα είναι κατά τι μικρότερον του συνήθους. Αι σελίδες εκ του θαυμασίου έργου Η Ευρώπη εν τη σελίδι 3 κ.λ.π. θα παρέχουν εις τους αναγνώστας μας πλήρεις πληροφορίας του Ελληνικού πολιτικού κόσμου. <box>1029 1275 1298 1387</box>
table-row <box>30 782 268 796</box>
crete-heading: ΜΙΚΤΗ ΚΥΒΕΡΝΗΣΙΣ <box>1030 1016 1298 1050</box>
berlin-dateline-2: ΒΕΡΟΛΙΝΟΝ, Μεσονύκτιον Τρίτης. <box>1168 299 1364 314</box>
table-row <box>30 897 268 911</box>
row-name: Ελλην. Εταιρεία Λαυρίου <box>32 740 145 753</box>
row-name: Κορώναι <box>32 653 72 666</box>
coins-heading: ΝΟΜΙΣΜΑΤΑ <box>101 525 197 543</box>
row-value: 198.50 <box>235 496 266 509</box>
table-row <box>30 810 268 824</box>
